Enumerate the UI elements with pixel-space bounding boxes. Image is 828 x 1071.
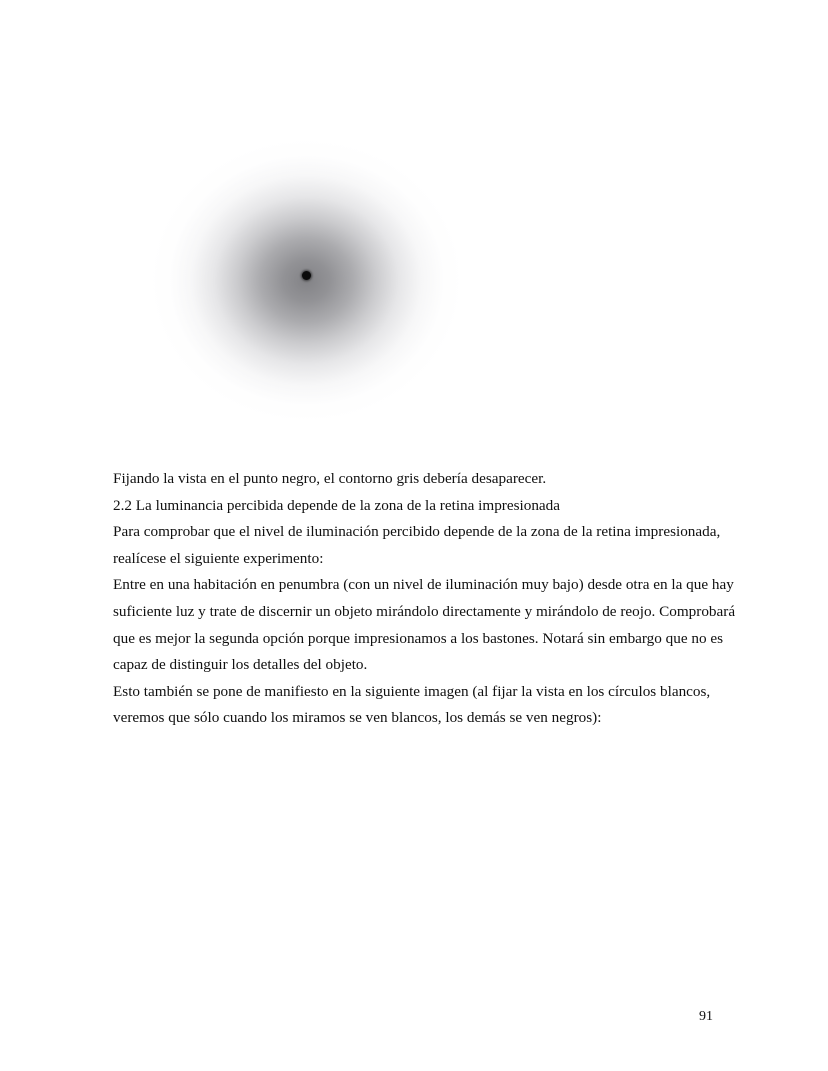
paragraph-1: Para comprobar que el nivel de iluminación percibido depende de la zona de la retina impresionada, realícese el siguiente experimento: [113, 523, 721, 567]
page-number: 91 [699, 1009, 713, 1024]
paragraph-3: Esto también se pone de manifiesto en la siguiente imagen (al fijar la vista en los círculos blancos, veremos que sólo cuando los miramos se ven blancos, los demás se ven negros): [113, 682, 711, 727]
section-heading: 2.2 La luminancia percibida depende de la zona de la retina impresionada [113, 496, 560, 514]
figure-caption: Fijando la vista en el punto negro, el contorno gris debería desaparecer. [113, 470, 547, 487]
figure-gradient-illusion [113, 108, 500, 453]
gray-halo-gradient [113, 108, 500, 453]
body-text [113, 466, 738, 732]
paragraph-2: Entre en una habitación en penumbra (con un nivel de iluminación muy bajo) desde otra en la que hay suficiente luz y trate de discernir un objeto mirándolo directamente y mirándolo de reojo. Comprobará que es mejor la segunda opción porque impresionamos a los bastones. Notará sin embargo que no es capaz de distinguir los detalles del objeto. [113, 576, 736, 674]
black-fixation-dot-icon [302, 271, 311, 280]
